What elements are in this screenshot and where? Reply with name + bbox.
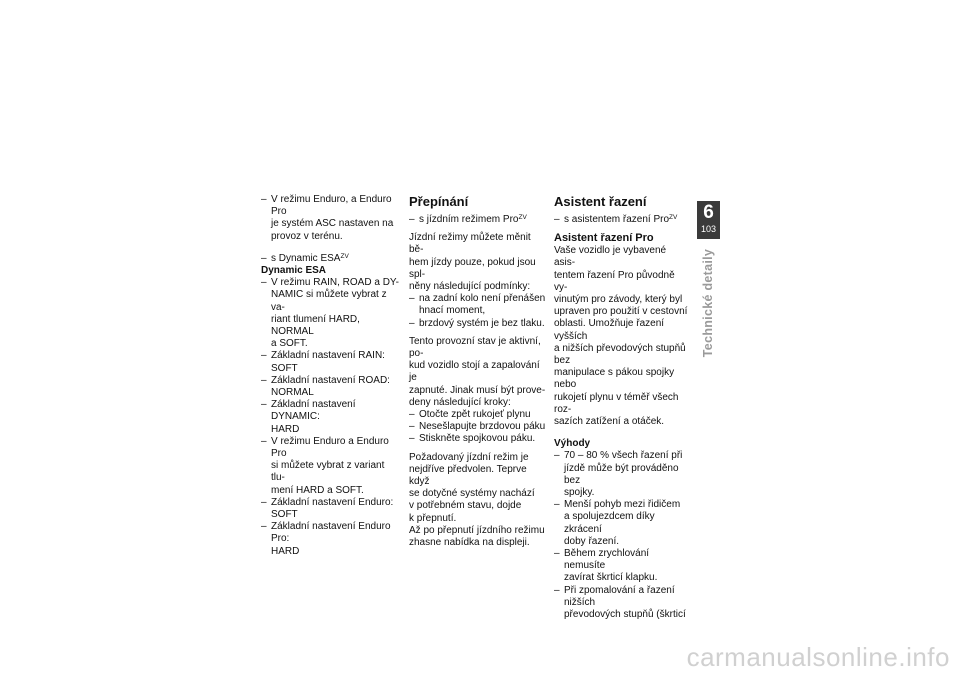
optional-equipment-mark: ZV bbox=[669, 214, 678, 221]
watermark: carmanualsonline.info bbox=[686, 642, 950, 672]
list-item: – na zadní kolo není přenášen hnací moment, bbox=[409, 293, 547, 317]
paragraph: Vaše vozidlo je vybavené asis- tentem řazení Pro původně vy- vinutým pro závody, který byl upraven pro použití v cestovní oblasti. Umožňuje řazení vyšších a nižších převodových stupňů bez manipulace s pákou spojky nebo rukojetí plynu v téměř všech roz- sazích zatížení a otáček. bbox=[554, 245, 688, 428]
list-item: – Základní nastavení DYNAMIC: HARD bbox=[261, 399, 399, 436]
list-item: – Při zpomalování a řazení nižších převodových stupňů (škrticí bbox=[554, 585, 688, 622]
list-item: – V režimu RAIN, ROAD a DY- NAMIC si můžete vybrat z va- riant tlumení HARD, NORMAL a SOFT. bbox=[261, 277, 399, 350]
chapter-tab bbox=[697, 201, 720, 239]
page-number: 103 bbox=[700, 224, 717, 234]
list-item: – brzdový systém je bez tlaku. bbox=[409, 318, 547, 330]
list-item: – Základní nastavení Enduro: SOFT bbox=[261, 497, 399, 521]
list-item: – s jízdním režimem Pro$^{ZV}$ bbox=[409, 214, 547, 226]
chapter-side-title: Technické detaily bbox=[701, 248, 715, 358]
chapter-number: 6 bbox=[703, 202, 714, 223]
list-item: – Základní nastavení Enduro Pro: HARD bbox=[261, 521, 399, 558]
paragraph: Požadovaný jízdní režim je nejdříve předvolen. Teprve když se dotyčné systémy nachází v potřebném stavu, dojde k přepnutí. Až po přepnutí jízdního režimu zhasne nabídka na displeji. bbox=[409, 451, 545, 549]
paragraph: Tento provozní stav je aktivní, po- kud vozidlo stojí a zapalování je zapnuté. Jinak musí být prove- deny následující kroky: bbox=[409, 335, 546, 408]
section-title: Asistent řazení bbox=[554, 194, 647, 209]
section-heading: Asistent řazení Pro bbox=[554, 232, 654, 245]
list-item: – Otočte zpět rukojeť plynu bbox=[409, 409, 547, 421]
list-item: – 70 – 80 % všech řazení při jízdě může být prováděno bez spojky. bbox=[554, 450, 688, 499]
list-item: – Menší pohyb mezi řidičem a spolujezdcem díky zkrácení doby řazení. bbox=[554, 499, 688, 548]
subheading: Výhody bbox=[554, 438, 591, 450]
list-item: – Základní nastavení ROAD: NORMAL bbox=[261, 375, 399, 399]
list-item: – Nesešlapujte brzdovou páku bbox=[409, 421, 547, 433]
section-heading: Dynamic ESA bbox=[261, 265, 327, 277]
column-3 bbox=[554, 194, 688, 621]
optional-equipment-mark: ZV bbox=[518, 214, 527, 221]
list-item: – V režimu Enduro, a Enduro Pro je systém ASC nastaven na provoz v terénu. bbox=[261, 194, 399, 243]
list-item: – Stiskněte spojkovou páku. bbox=[409, 433, 547, 445]
column-2 bbox=[409, 194, 547, 549]
list-item: – s Dynamic $ESA^{ZV}$ bbox=[261, 253, 399, 265]
list-item: – V režimu Enduro a Enduro Pro si můžete vybrat z variant tlu- mení HARD a SOFT. bbox=[261, 436, 399, 497]
list-item: – Základní nastavení RAIN: SOFT bbox=[261, 350, 399, 374]
list-item: – s asistentem řazení Pro$^{ZV}$ bbox=[554, 214, 688, 226]
column-1 bbox=[261, 194, 399, 558]
paragraph: Jízdní režimy můžete měnit bě- hem jízdy pouze, pokud jsou spl- něny následující podmínky: bbox=[409, 232, 536, 293]
list-item: – Během zrychlování nemusíte zavírat škrticí klapku. bbox=[554, 548, 688, 585]
section-title: Přepínání bbox=[409, 194, 469, 209]
optional-equipment-mark: ZV bbox=[340, 252, 349, 260]
